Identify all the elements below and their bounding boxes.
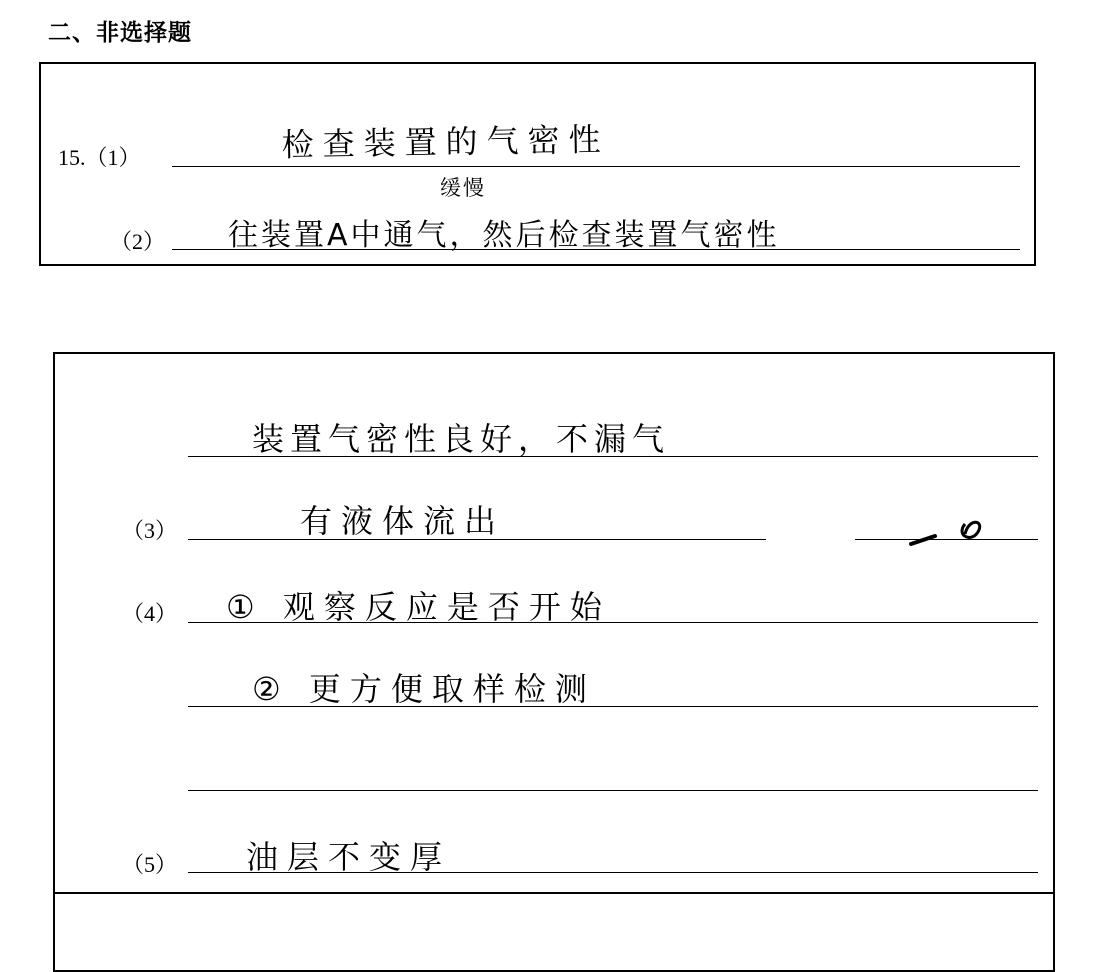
q16-line1-answer-line xyxy=(188,456,1038,457)
q16-part3-handwritten-answer: 有液体流出 xyxy=(300,502,506,540)
q16-part4-answer-line-1 xyxy=(188,622,1038,623)
q16-part5-answer-line xyxy=(188,872,1038,873)
q16-part4-handwritten-answer-2: ② 更方便取样检测 xyxy=(252,670,596,708)
q15-part2-label: （2） xyxy=(110,229,166,254)
q16-part3-answer-line xyxy=(188,539,766,540)
q16-part5-label: （5） xyxy=(122,852,178,877)
q15-part2-insertion-mark: 缓慢 xyxy=(440,176,486,200)
q16-part4-answer-line-3 xyxy=(188,790,1038,791)
stray-pen-mark xyxy=(905,510,995,550)
q16-line1-handwritten-answer: 装置气密性良好，不漏气 xyxy=(252,420,671,458)
answer-box-q16-divider xyxy=(53,892,1055,894)
q16-part5-handwritten-answer: 油层不变厚 xyxy=(246,838,452,876)
q16-part4-handwritten-answer-1: ① 观察反应是否开始 xyxy=(226,588,611,626)
section-heading: 二、非选择题 xyxy=(48,20,192,46)
q15-part1-handwritten-answer: 检查装置的气密性 xyxy=(281,120,610,165)
q16-part4-label: （4） xyxy=(122,601,178,626)
q16-part4-answer-line-2 xyxy=(188,706,1038,707)
q16-part3-label: （3） xyxy=(122,518,178,543)
q15-part1-answer-line xyxy=(172,166,1020,167)
q15-part1-label: 15.（1） xyxy=(58,145,141,170)
q15-part2-handwritten-answer: 往装置A中通气，然后检查装置气密性 xyxy=(228,218,780,253)
